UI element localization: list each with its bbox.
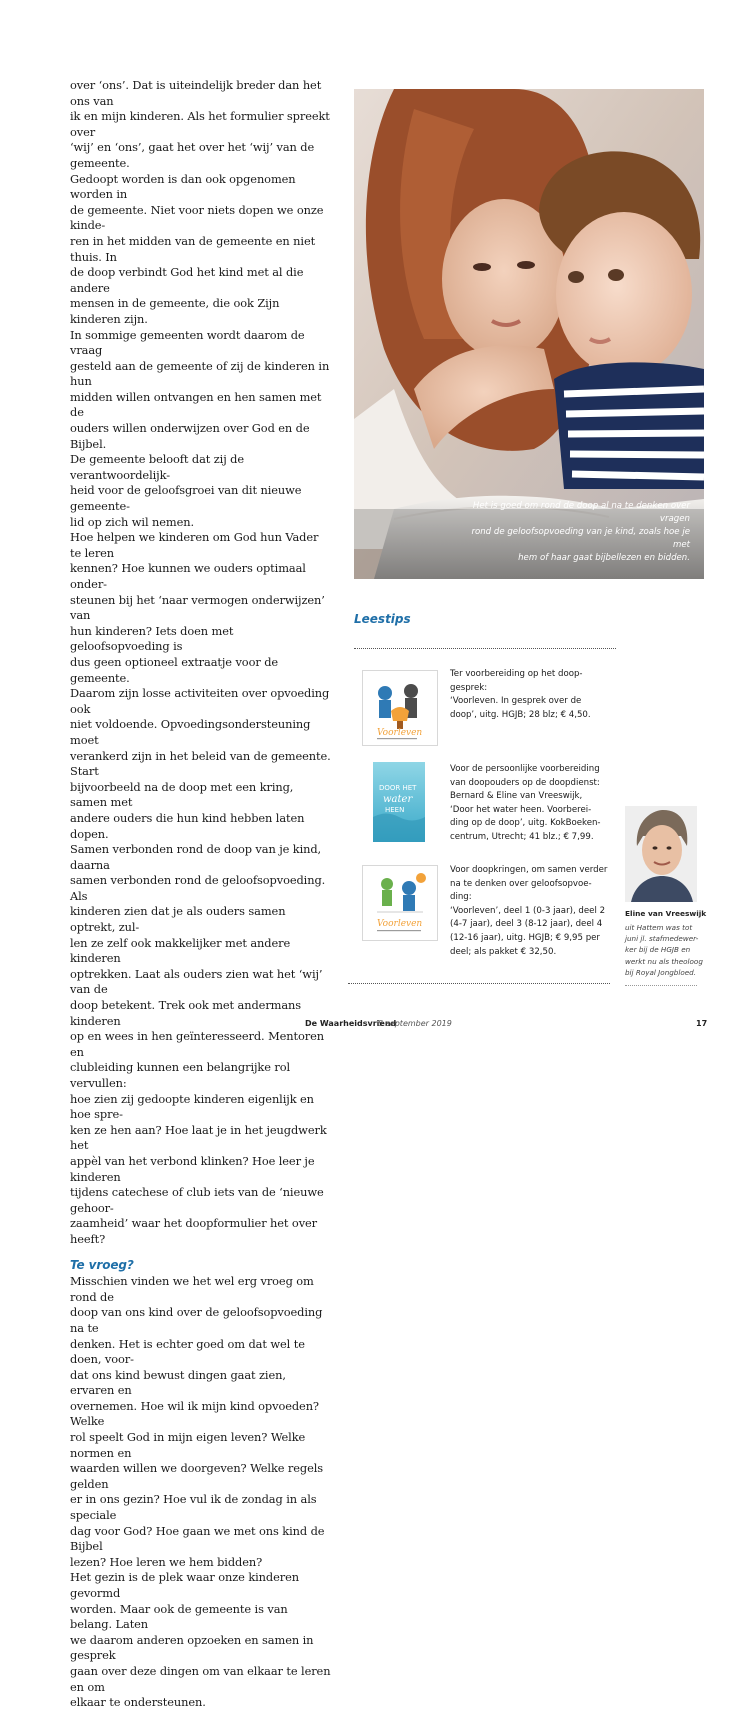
page-number: 17 [696,1019,708,1028]
leestips-title: Leestips [354,612,411,626]
photo-caption: Het is goed om rond de doop al na te denken over vragen rond de geloofsopvoeding van je kind, zoals hoe je met hem of haar gaat bijbellezen en bidden. [471,501,690,563]
book-cover-illustration [373,762,425,842]
cover-title-2c: HEEN [385,806,405,814]
author-divider [625,985,697,986]
section-heading: Te vroeg? [70,1257,134,1272]
article-paragraph-4: Het gezin is de plek waar onze kinderen gevormd worden. Maar ook de gemeente is van belang. Laten we daarom anderen opzoeken en samen in gesprek gaan over deze dingen om van elkaar te leren en om elkaar te ondersteunen. [70,1570,331,1710]
mother-child-reading-photo [354,89,704,579]
article-paragraph-2: Hoe helpen we kinderen om God hun Vader te leren kennen? Hoe kunnen we ouders optimaal onder- steunen bij het ‘naar vermogen onderwijzen’ van hun kinderen? Iets doen met geloofsopvoeding is dus geen optioneel extraatje voor de gemeente. Daarom zijn losse activiteiten over opvoeding ook niet voldoende. Opvoedingsondersteuning moet verankerd zijn in het beleid van de gemeente. Start bijvoorbeeld na de doop met een kring, samen met andere ouders die hun kind hebben laten dopen. Samen verbonden rond de doop van je kind, daarna samen verbonden rond de geloofsopvoeding. Als kinderen zien dat je als ouders samen optrekt, zul- len ze zelf ook makkelijker met andere kinderen optrekken. Laat als ouders zien wat het ‘wij’ van de doop betekent. Trek ook met andermans kinderen op en wees in hen geïnteresseerd. Mentoren en clubleiding kunnen een belangrijke rol vervullen: hoe zien zij gedoopte kinderen eigenlijk en hoe spre- ken ze hen aan? Hoe laat je in het jeugdwerk het appèl van het verbond klinken? Hoe leer je kinderen tijdens catechese of club iets van de ‘nieuwe gehoor- zaamheid’ waar het doopformulier het over heeft? [70,530,331,1246]
leestip-2-text: Voor de persoonlijke voorbereiding van doopouders op de doopdienst: Bernard & Eline van Vreeswijk, ‘Door het water heen. Voorberei- ding op de doop’, uitg. KokBoeken- centrum, Utrecht; 41 blz.; € 7,99. [450,764,601,842]
issue-date: 5 september 2019 [378,1019,452,1028]
leestip-1-text: Ter voorbereiding op het doop- gesprek: ‘Voorleven. In gesprek over de doop’, uitg. HGJB; 28 blz; € 4,50. [450,669,591,720]
divider-top [354,648,616,649]
author-portrait [625,806,697,902]
cover-title-2a: DOOR HET [379,784,417,792]
divider-bottom [348,983,610,984]
cover-title-3: Voorleven [377,919,423,929]
article-body [70,78,332,1711]
author-name: Eline van Vreeswijk [625,909,707,918]
author-bio: uit Hattem was tot juni jl. stafmedewer- ker bij de HGJB en werkt nu als theoloog bij Royal Jongbloed. [625,923,703,977]
article-paragraph-3: Misschien vinden we het wel erg vroeg om rond de doop van ons kind over de geloofsopvoeding na te denken. Het is echter goed om dat wel te doen, voor- dat ons kind bewust dingen gaat zien, ervaren en overnemen. Hoe wil ik mijn kind opvoeden? Welke rol speelt God in mijn eigen leven? Welke normen en waarden willen we doorgeven? Welke regels gelden er in ons gezin? Hoe vul ik de zondag in als speciale dag voor God? Hoe gaan we met ons kind de Bijbel lezen? Hoe leren we hem bidden? [70,1274,325,1569]
cover-title-1: Voorleven [377,728,423,738]
magazine-name: De Waarheidsvriend [305,1019,397,1028]
book-cover-illustration [363,671,437,745]
book-cover-door-het-water-heen [373,762,425,842]
article-paragraph-1: over ‘ons’. Dat is uiteindelijk breder dan het ons van ik en mijn kinderen. Als het formulier spreekt over ‘wij’ en ‘ons’, gaat het over het ‘wij’ van de gemeente. Gedoopt worden is dan ook opgenomen worden in de gemeente. Niet voor niets dopen we onze kinde- ren in het midden van de gemeente en niet thuis. In de doop verbindt God het kind met al die andere mensen in de gemeente, die ook Zijn kinderen zijn. In sommige gemeenten wordt daarom de vraag gesteld aan de gemeente of zij de kinderen in hun midden willen ontvangen en hen samen met de ouders willen onderwijzen over God en de Bijbel. De gemeente belooft dat zij de verantwoordelijk- heid voor de geloofsgroei van dit nieuwe gemeente- lid op zich wil nemen. [70,78,330,529]
cover-title-2b: water [383,794,413,805]
book-cover-illustration [363,866,437,940]
leestip-3-text: Voor doopkringen, om samen verder na te denken over geloofsopvoe- ding: ‘Voorleven’, deel 1 (0-3 jaar), deel 2 (4-7 jaar), deel 3 (8-12 jaar), deel 4 (12-16 jaar), uitg. HGJB; € 9,95 per deel; als pakket € 32,50. [450,865,608,957]
book-cover-voorleven-doop [362,670,438,746]
author-photo [625,806,697,902]
book-cover-voorleven-series [362,865,438,941]
